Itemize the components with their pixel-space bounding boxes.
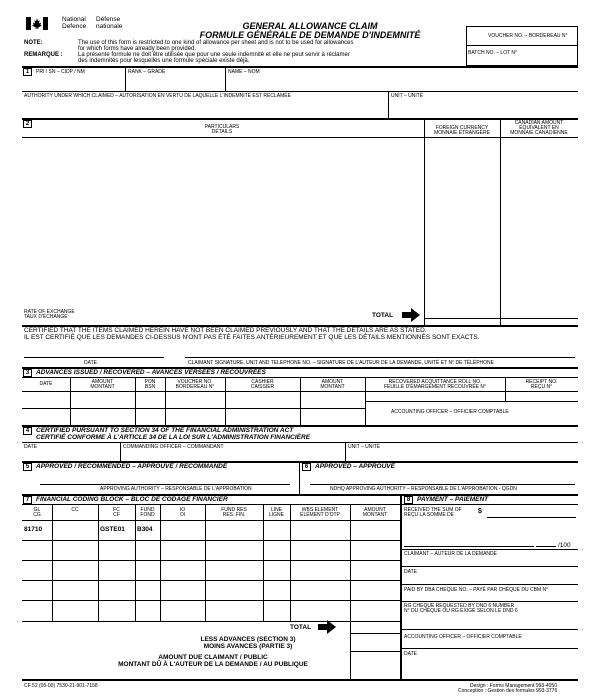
code-col-fund-res: FUND RES xyxy=(221,507,247,513)
section-7-number: 7 xyxy=(23,496,32,504)
name-label: NAME – NOM xyxy=(228,69,260,75)
remarque-text-line2: des indemnités pour lesquelles une formule spéciale existe déjà. xyxy=(78,58,250,64)
canadian-amount-label-3: MONNAIE CANADIENNE xyxy=(510,130,568,136)
certify-date-input[interactable] xyxy=(24,343,144,357)
foreign-currency-input[interactable] xyxy=(426,139,498,299)
code-col-io: IO xyxy=(179,507,186,513)
coding-row1-fc[interactable]: GSTE01 xyxy=(100,526,125,533)
section-4-title-fr: CERTIFIÉ CONFORME À L'ARTICLE 34 DE LA LOI SUR L'ADMINISTRATION FINANCIÈRE xyxy=(36,434,311,441)
section-7-title: FINANCIAL CODING BLOCK – BLOC DE CODAGE FINANCIER xyxy=(36,496,228,503)
adv-col-cashier-fr: CAISSIER xyxy=(250,384,275,390)
payment-date-label-2: DATE xyxy=(404,651,417,657)
section7-total-label: TOTAL xyxy=(290,624,312,631)
co-unit-label: UNIT – UNITÉ xyxy=(348,444,381,450)
form-id: CF 52 (05-00) 7530-21-901-7158 xyxy=(24,683,98,689)
rank-input[interactable] xyxy=(128,76,223,90)
canadian-amount-input[interactable] xyxy=(502,139,576,299)
coding-row1-gl[interactable]: 81710 xyxy=(24,526,43,533)
rg-cheque-label-en: RG CHEQUE REQUESTED BY DND 6 NUMBER xyxy=(404,603,515,609)
code-col-otp: ÉLÉMENT D'OTP xyxy=(300,512,340,518)
arrow-right-icon xyxy=(318,620,336,634)
note-text-line1: The use of this form is restricted to one kind of allowance per sheet and is not to be used for allowances xyxy=(78,40,354,46)
section-4-title-en: CERTIFIED PURSUANT TO SECTION 34 OF THE FINANCIAL ADMINISTRATION ACT xyxy=(36,427,294,434)
received-sum-label-fr: REÇU LA SOMME DE xyxy=(404,512,455,518)
adv-col-pon: PON xyxy=(144,379,156,385)
particulars-label-en: PARTICULARS xyxy=(204,124,240,130)
rg-cheque-label-fr: N° DU CHÈQUE OU RG EXIGÉ SELON LE DND 6 xyxy=(404,608,518,614)
payment-date-input-2[interactable] xyxy=(402,657,577,677)
particulars-textarea[interactable] xyxy=(24,139,422,299)
voucher-input[interactable] xyxy=(467,39,577,45)
approving-authority-input[interactable] xyxy=(40,473,290,483)
code-col-fund: FUND xyxy=(140,507,155,513)
section-8-number: 8 xyxy=(404,496,413,504)
section-8-title: PAYMENT – PAIEMENT xyxy=(417,496,489,503)
section-6-title: APPROVED – APPROUVÉ xyxy=(315,463,395,470)
adv-col-bsn: BSN xyxy=(144,384,156,390)
dept-name-en: National xyxy=(62,16,86,23)
certify-text-en: CERTIFIED THAT THE ITEMS CLAIMED HEREIN HAVE NOT BEEN CLAIMED PREVIOUSLY AND THAT THE DETAILS ARE AS STATED. xyxy=(24,327,427,334)
adv-col-recovered-en: RECOVERED ACQUITTANCE ROLL NO. xyxy=(388,379,482,385)
code-col-wbs: WBS ELEMENT xyxy=(301,507,339,513)
batch-input[interactable] xyxy=(467,57,577,65)
unit-input[interactable] xyxy=(391,100,576,116)
canadian-amount-label-1: CANADIAN AMOUNT xyxy=(514,120,564,126)
rank-label: RANK – GRADE xyxy=(128,69,166,75)
adv-col-amount-en: AMOUNT xyxy=(91,379,114,385)
code-col-fc: FC xyxy=(113,507,120,513)
hundred-label: /100 xyxy=(558,542,571,549)
coding-rows-input[interactable] xyxy=(23,541,399,620)
adv-col-receipt-fr: REÇU N° xyxy=(530,384,553,390)
rate-of-exchange-label-fr: TAUX D'ÉCHANGE xyxy=(24,314,68,320)
adv-col-receipt-en: RECEIPT NO. xyxy=(525,379,558,385)
pri-input[interactable] xyxy=(36,76,122,90)
design-credit-fr: Conception : Gestion des formules 993-3776 xyxy=(458,688,558,694)
claimant-label: CLAIMANT – AUTEUR DE LA DEMANDE xyxy=(404,551,497,557)
ndhq-approving-authority-label: NDHQ APPROVING AUTHORITY – RESPONSABLE DE L'APPROBATION - QGDN xyxy=(330,486,517,492)
dept-name-en-2: Defence xyxy=(62,23,87,30)
code-col-cf: CF xyxy=(113,512,120,518)
certify-date-label: DATE xyxy=(84,360,97,366)
particulars-label-fr: DÉTAILS xyxy=(211,129,233,135)
code-col-line: LINE xyxy=(270,507,283,513)
foreign-currency-label-en: FOREIGN CURRENCY xyxy=(435,125,489,131)
dept-name-fr-2: nationale xyxy=(96,23,123,30)
note-text-line2: for which forms have already been provided. xyxy=(78,46,197,52)
note-label: NOTE: xyxy=(24,40,43,46)
authority-label: AUTHORITY UNDER WHICH CLAIMED – AUTORISATION EN VERTU DE LAQUELLE L'INDEMNITÉ EST RÉCLAMÉE xyxy=(24,93,291,99)
form-title-fr: FORMULE GÉNÉRALE DE DEMANDE D'INDEMNITÉ xyxy=(199,30,421,40)
canadian-amount-label-2: ÉQUIVALENT EN xyxy=(519,125,559,131)
claimant-signature-label: CLAIMANT SIGNATURE, UNIT AND TELEPHONE NO. – SIGNATURE DE L'AUTEUR DE LA DEMANDE, UNITÉ ET N° DE TÉLÉPHONE xyxy=(188,360,494,366)
co-unit-input[interactable] xyxy=(348,450,576,460)
code-col-fond: FOND xyxy=(140,512,155,518)
certify-text-fr: IL EST CERTIFIÉ QUE LES DEMANDES CI-DESSUS N'ONT PAS ÉTÉ FAITES ANTÉRIEUREMENT ET QUE LES DÉTAILS MENTIONNÉS SONT EXACTS. xyxy=(24,334,480,341)
sum-in-words-input[interactable] xyxy=(404,537,534,546)
commanding-officer-input[interactable] xyxy=(123,450,343,460)
section-2-number: 2 xyxy=(23,120,32,128)
unit-label: UNIT – UNITÉ xyxy=(391,93,424,99)
foreign-currency-label-fr: MONNAIE ÉTRANGÈRE xyxy=(434,130,490,136)
coding-row1-io-input[interactable] xyxy=(161,521,204,539)
co-date-input[interactable] xyxy=(24,450,118,460)
coding-row1-amount-input[interactable] xyxy=(351,521,399,539)
section-5-title: APPROVED / RECOMMENDED – APPROUVÉ / RECOMMANDÉ xyxy=(36,463,228,470)
less-advances-fr: MOINS AVANCES (PARTIE 3) xyxy=(203,643,293,650)
dollar-sign: $ xyxy=(478,508,482,515)
received-sum-input[interactable] xyxy=(487,508,576,517)
code-col-cg: CG xyxy=(33,512,41,518)
adv-accounting-officer-label: ACCOUNTING OFFICER – OFFICIER COMPTABLE xyxy=(391,409,509,415)
paid-by-cheque-input[interactable] xyxy=(402,593,577,600)
name-input[interactable] xyxy=(228,76,576,90)
code-col-oi: OI xyxy=(179,512,186,518)
section7-total-input[interactable] xyxy=(351,622,399,632)
payment-accounting-officer-input[interactable] xyxy=(402,640,577,647)
adv-accounting-officer-input[interactable] xyxy=(366,415,577,424)
coding-row1-fund[interactable]: B304 xyxy=(137,526,153,533)
received-sum-label-en: RECEIVED THE SUM OF xyxy=(404,507,462,513)
payment-accounting-officer-label: ACCOUNTING OFFICER – OFFICIER COMPTABLE xyxy=(404,634,522,640)
adv-col-cashier-en: CASHIER xyxy=(251,379,274,385)
ndhq-approving-authority-input[interactable] xyxy=(310,473,575,483)
co-date-label: DATE xyxy=(24,444,37,450)
arrow-right-icon xyxy=(402,308,420,322)
less-advances-en: LESS ADVANCES (SECTION 3) xyxy=(200,636,296,643)
code-col-gl: GL xyxy=(33,507,41,513)
adv-col-amount2-en: AMOUNT xyxy=(321,379,344,385)
adv-receipt-input[interactable] xyxy=(506,392,577,400)
adv-col-recovered-fr: FEUILLE D'ÉMARGEMENT RECOUVRÉE N° xyxy=(383,384,487,390)
coding-row1-cc-input[interactable] xyxy=(53,521,97,539)
paid-by-cheque-label: PAID BY DBA CHEQUE NO. – PAYÉ PAR CHÈQUE DU CBM N° xyxy=(404,587,549,593)
commanding-officer-label: COMMANDING OFFICER – COMMANDANT xyxy=(123,444,224,450)
design-credit-en: Design : Forms Management 993-4050 xyxy=(470,683,557,689)
rate-of-exchange-label-en: RATE OF EXCHANGE xyxy=(24,309,75,315)
less-advances-input[interactable] xyxy=(351,634,399,650)
adv-col-voucher-en: VOUCHER NO. xyxy=(177,379,213,385)
payment-date-input-1[interactable] xyxy=(402,575,577,583)
code-col-amount: AMOUNT xyxy=(364,507,386,513)
pri-label: PRI / SN – CIDP / NM xyxy=(36,69,85,75)
batch-label: BATCH NO. – LOT N° xyxy=(468,50,518,56)
adv-col-date: DATE xyxy=(39,381,53,387)
section-4-number: 4 xyxy=(23,427,32,435)
adv-recovered-input[interactable] xyxy=(366,392,504,400)
claimant-input[interactable] xyxy=(402,557,577,565)
code-col-res-fin: RES. FIN. xyxy=(222,512,246,518)
amount-due-en: AMOUNT DUE CLAIMANT / PUBLIC xyxy=(158,654,268,661)
remarque-label: REMARQUE : xyxy=(24,52,63,58)
adv-col-voucher-fr: BORDEREAU N° xyxy=(175,384,215,390)
form-title-en: GENERAL ALLOWANCE CLAIM xyxy=(242,21,378,31)
code-col-ligne: LIGNE xyxy=(268,512,284,518)
amount-due-fr: MONTANT DÛ À L'AUTEUR DE LA DEMANDE / AU PUBLIQUE xyxy=(118,661,308,668)
code-col-cc: CC xyxy=(71,507,79,513)
remarque-text-line1: La présente formule ne doit être utilisée que pour une seule indemnité et elle ne peut servir à réclamer xyxy=(78,52,350,58)
adv-col-amount2-fr: MONTANT xyxy=(320,384,345,390)
rg-cheque-input[interactable] xyxy=(402,614,577,628)
code-col-montant: MONTANT xyxy=(362,512,388,518)
canada-flag-icon xyxy=(26,17,48,30)
section-5-number: 5 xyxy=(23,463,32,471)
section-1-number: 1 xyxy=(23,68,32,76)
section-6-number: 6 xyxy=(302,463,311,471)
section-3-number: 3 xyxy=(23,369,32,377)
section2-total-label: TOTAL xyxy=(372,312,394,319)
section-3-title: ADVANCES ISSUED / RECOVERED – AVANCES VERSÉES / RECOUVRÉES xyxy=(36,369,266,376)
payment-date-label-1: DATE xyxy=(404,569,417,575)
dept-name-fr: Défense xyxy=(96,16,121,23)
authority-input[interactable] xyxy=(24,100,384,116)
voucher-label: VOUCHER NO. – BORDEREAU N° xyxy=(488,33,568,39)
approving-authority-label: APPROVING AUTHORITY – RESPONSABLE DE L'APPROBATION xyxy=(100,486,252,492)
claimant-signature-input[interactable] xyxy=(185,343,575,357)
adv-col-amount-fr: MONTANT xyxy=(90,384,115,390)
amount-due-input[interactable] xyxy=(351,652,399,678)
